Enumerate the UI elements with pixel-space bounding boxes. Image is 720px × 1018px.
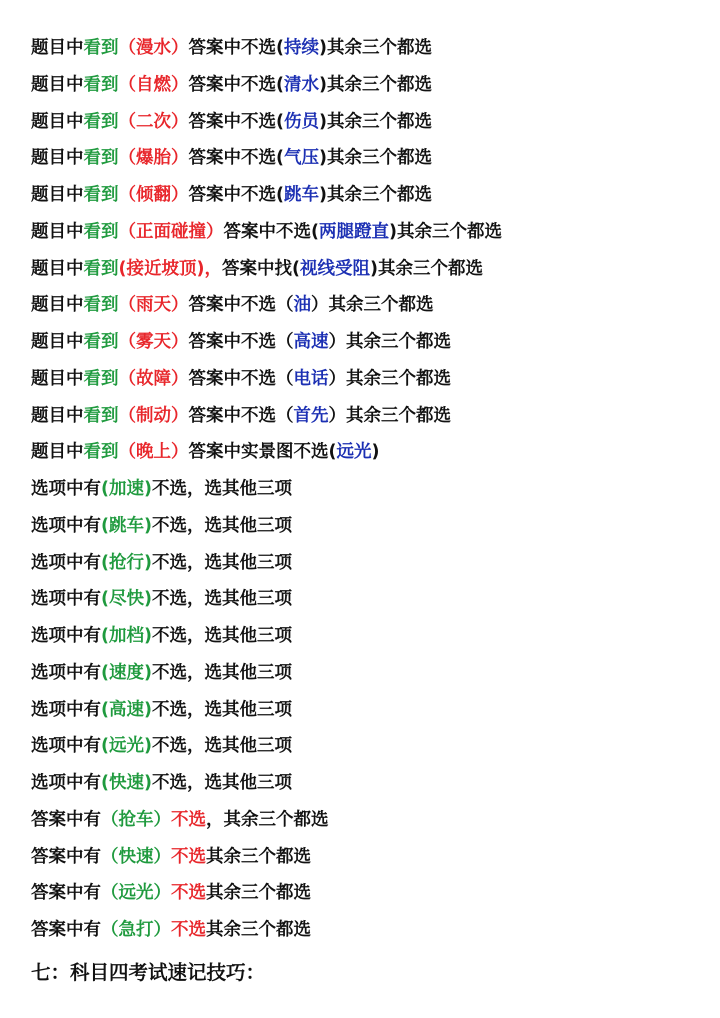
tip-line [31, 765, 711, 802]
tip-text-segment: 其余三个都选 [206, 920, 311, 940]
tip-text-segment: (高速) [101, 699, 152, 720]
tip-line [31, 140, 711, 177]
tip-text-segment: 答案中有 [31, 920, 101, 940]
tip-text-segment: (跳车) [101, 515, 152, 536]
tip-line [31, 692, 711, 729]
tip-text-segment: 选项中有 [31, 662, 101, 683]
tip-text-segment: 选项中有 [31, 515, 101, 536]
tip-text-segment: )其余三个都选 [319, 148, 432, 169]
tip-text-segment: 不选，选其他三项 [152, 626, 292, 646]
tip-text-segment: 选项中有 [31, 479, 101, 499]
tip-text-segment: 首先 [293, 405, 329, 426]
tip-line [31, 67, 711, 104]
tip-text-segment: （快速） [101, 846, 171, 867]
tip-text-segment: 答案中找( [222, 258, 300, 279]
tip-text-segment: （爆胎） [118, 148, 189, 169]
tip-text-segment: 答案中不选（ [188, 405, 294, 426]
tip-text-segment: 不选，选其他三项 [152, 736, 292, 757]
tip-text-segment: 题目中 [31, 38, 84, 58]
tip-line [31, 728, 711, 765]
tip-line [31, 361, 711, 398]
tip-text-segment: 题目中 [31, 185, 84, 205]
tip-text-segment: 答案中有 [31, 883, 101, 904]
tip-text-segment: 答案中不选( [188, 148, 284, 169]
tip-text-segment: 高速 [293, 332, 329, 352]
tip-text-segment: 选项中有 [31, 699, 101, 720]
tip-line [31, 30, 711, 67]
tip-text-segment: 不选 [171, 846, 206, 867]
tip-text-segment: ，其余三个都选 [206, 809, 329, 830]
tip-text-segment: 答案中不选（ [188, 332, 294, 352]
tip-text-segment: 远光 [336, 442, 372, 463]
tip-text-segment: （故障） [118, 368, 189, 389]
tip-text-segment: )其余三个都选 [319, 111, 432, 132]
tip-text-segment: 答案中不选（ [188, 295, 294, 316]
tip-text-segment: （漫水） [118, 38, 189, 58]
tip-text-segment: 题目中 [31, 221, 84, 242]
tip-text-segment: 看到 [83, 185, 119, 205]
tip-line [31, 251, 711, 288]
tip-text-segment: （雾天） [118, 332, 189, 352]
document-body [31, 30, 711, 991]
tip-text-segment: (加速) [101, 479, 152, 499]
tip-text-segment: ）其余三个都选 [328, 368, 451, 389]
tip-text-segment: （自燃） [118, 74, 189, 95]
tip-line [31, 324, 711, 361]
tip-text-segment: 两腿蹬直 [319, 221, 389, 242]
tip-text-segment: ）其余三个都选 [311, 295, 434, 316]
tip-text-segment: 答案中不选( [188, 74, 284, 95]
tip-text-segment: (抢行) [101, 552, 152, 573]
tip-text-segment: 题目中 [31, 148, 84, 169]
tip-line [31, 618, 711, 655]
tip-text-segment: 答案中不选（ [188, 368, 294, 389]
tip-line [31, 802, 711, 839]
tip-line [31, 104, 711, 141]
tip-text-segment: 不选，选其他三项 [152, 662, 292, 683]
tip-text-segment: 题目中 [31, 111, 84, 132]
tip-line [31, 581, 711, 618]
tip-text-segment: 看到 [83, 332, 119, 352]
tip-text-segment: 看到 [83, 38, 119, 58]
tip-line [31, 471, 711, 508]
tip-text-segment: 题目中 [31, 442, 84, 463]
tip-text-segment: 不选 [171, 809, 206, 830]
tip-text-segment: 题目中 [31, 74, 84, 95]
tip-text-segment: 选项中有 [31, 626, 101, 646]
tip-text-segment: （二次） [118, 111, 189, 132]
tip-text-segment: 看到 [83, 74, 119, 95]
tip-text-segment: 跳车 [284, 185, 319, 205]
tip-text-segment: 不选，选其他三项 [152, 479, 292, 499]
tip-text-segment: )其余三个都选 [370, 258, 483, 279]
tip-text-segment: 答案中有 [31, 809, 101, 830]
tip-text-segment: 选项中有 [31, 552, 101, 573]
tip-text-segment: ）其余三个都选 [328, 405, 451, 426]
tip-text-segment: 看到 [83, 111, 119, 132]
section-heading: 七：科目四考试速记技巧： [31, 960, 266, 984]
tip-text-segment: (远光) [101, 736, 152, 757]
tip-text-segment: 答案中有 [31, 846, 101, 867]
tip-text-segment: 不选，选其他三项 [152, 515, 292, 536]
tip-text-segment: 看到 [83, 442, 119, 463]
tip-text-segment: （制动） [118, 405, 189, 426]
tip-text-segment: （倾翻） [118, 185, 189, 205]
tip-text-segment: (接近坡顶)， [118, 258, 222, 279]
tip-line [31, 912, 711, 949]
tip-text-segment: 电话 [293, 368, 329, 389]
tip-text-segment: 答案中不选( [223, 221, 319, 242]
tip-text-segment: 选项中有 [31, 736, 101, 757]
tip-text-segment: 不选，选其他三项 [152, 552, 292, 573]
tip-text-segment: 不选，选其他三项 [152, 699, 292, 720]
tip-text-segment: 其余三个都选 [206, 883, 311, 904]
tip-text-segment: 其余三个都选 [206, 846, 311, 867]
tip-text-segment: ）其余三个都选 [328, 332, 451, 352]
tip-text-segment: 看到 [83, 258, 119, 279]
tip-text-segment: ) [371, 442, 380, 463]
tip-text-segment: 不选，选其他三项 [152, 773, 292, 793]
tip-text-segment: 看到 [83, 368, 119, 389]
tip-text-segment: 题目中 [31, 258, 84, 279]
tip-text-segment: (尽快) [101, 589, 152, 610]
tip-text-segment: (快速) [101, 773, 152, 793]
tip-line [31, 545, 711, 582]
tip-text-segment: 看到 [83, 405, 119, 426]
tip-text-segment: 题目中 [31, 405, 84, 426]
tip-text-segment: 不选 [171, 883, 206, 904]
tip-text-segment: )其余三个都选 [319, 38, 432, 58]
tip-text-segment: 答案中不选( [188, 111, 284, 132]
tip-line [31, 875, 711, 912]
tip-text-segment: 不选，选其他三项 [152, 589, 292, 610]
tip-text-segment: （雨天） [118, 295, 189, 316]
tip-line [31, 398, 711, 435]
tip-text-segment: 看到 [83, 295, 119, 316]
tip-text-segment: )其余三个都选 [319, 74, 432, 95]
tip-line [31, 214, 711, 251]
tip-text-segment: 题目中 [31, 332, 84, 352]
tip-text-segment: )其余三个都选 [389, 221, 502, 242]
tip-text-segment: )其余三个都选 [319, 185, 432, 205]
tip-text-segment: 选项中有 [31, 773, 101, 793]
tip-text-segment: 清水 [284, 74, 319, 95]
tip-text-segment: 题目中 [31, 368, 84, 389]
tip-text-segment: 答案中不选( [188, 185, 284, 205]
tip-text-segment: (速度) [101, 662, 152, 683]
tip-line [31, 287, 711, 324]
tip-line [31, 177, 711, 214]
tip-text-segment: 视线受阻 [300, 258, 370, 279]
tip-text-segment: 答案中不选( [188, 38, 284, 58]
tip-text-segment: （急打） [101, 920, 171, 940]
tip-text-segment: （抢车） [101, 809, 171, 830]
tip-text-segment: 选项中有 [31, 589, 101, 610]
tip-text-segment: 看到 [83, 148, 119, 169]
tip-text-segment: 看到 [83, 221, 119, 242]
tip-text-segment: 不选 [171, 920, 206, 940]
tip-text-segment: （晚上） [118, 442, 189, 463]
tip-line [31, 434, 711, 471]
tip-text-segment: 气压 [284, 148, 319, 169]
tip-text-segment: 答案中实景图不选( [188, 442, 337, 463]
tip-text-segment: 伤员 [284, 111, 319, 132]
tip-text-segment: （正面碰撞） [118, 221, 224, 242]
tip-text-segment: 持续 [284, 38, 319, 58]
tip-line [31, 508, 711, 545]
tip-text-segment: (加档) [101, 626, 152, 646]
tip-line [31, 839, 711, 876]
tip-text-segment: （远光） [101, 883, 171, 904]
tip-line [31, 655, 711, 692]
tip-text-segment: 油 [293, 295, 311, 316]
tip-text-segment: 题目中 [31, 295, 84, 316]
tip-list [31, 30, 711, 949]
